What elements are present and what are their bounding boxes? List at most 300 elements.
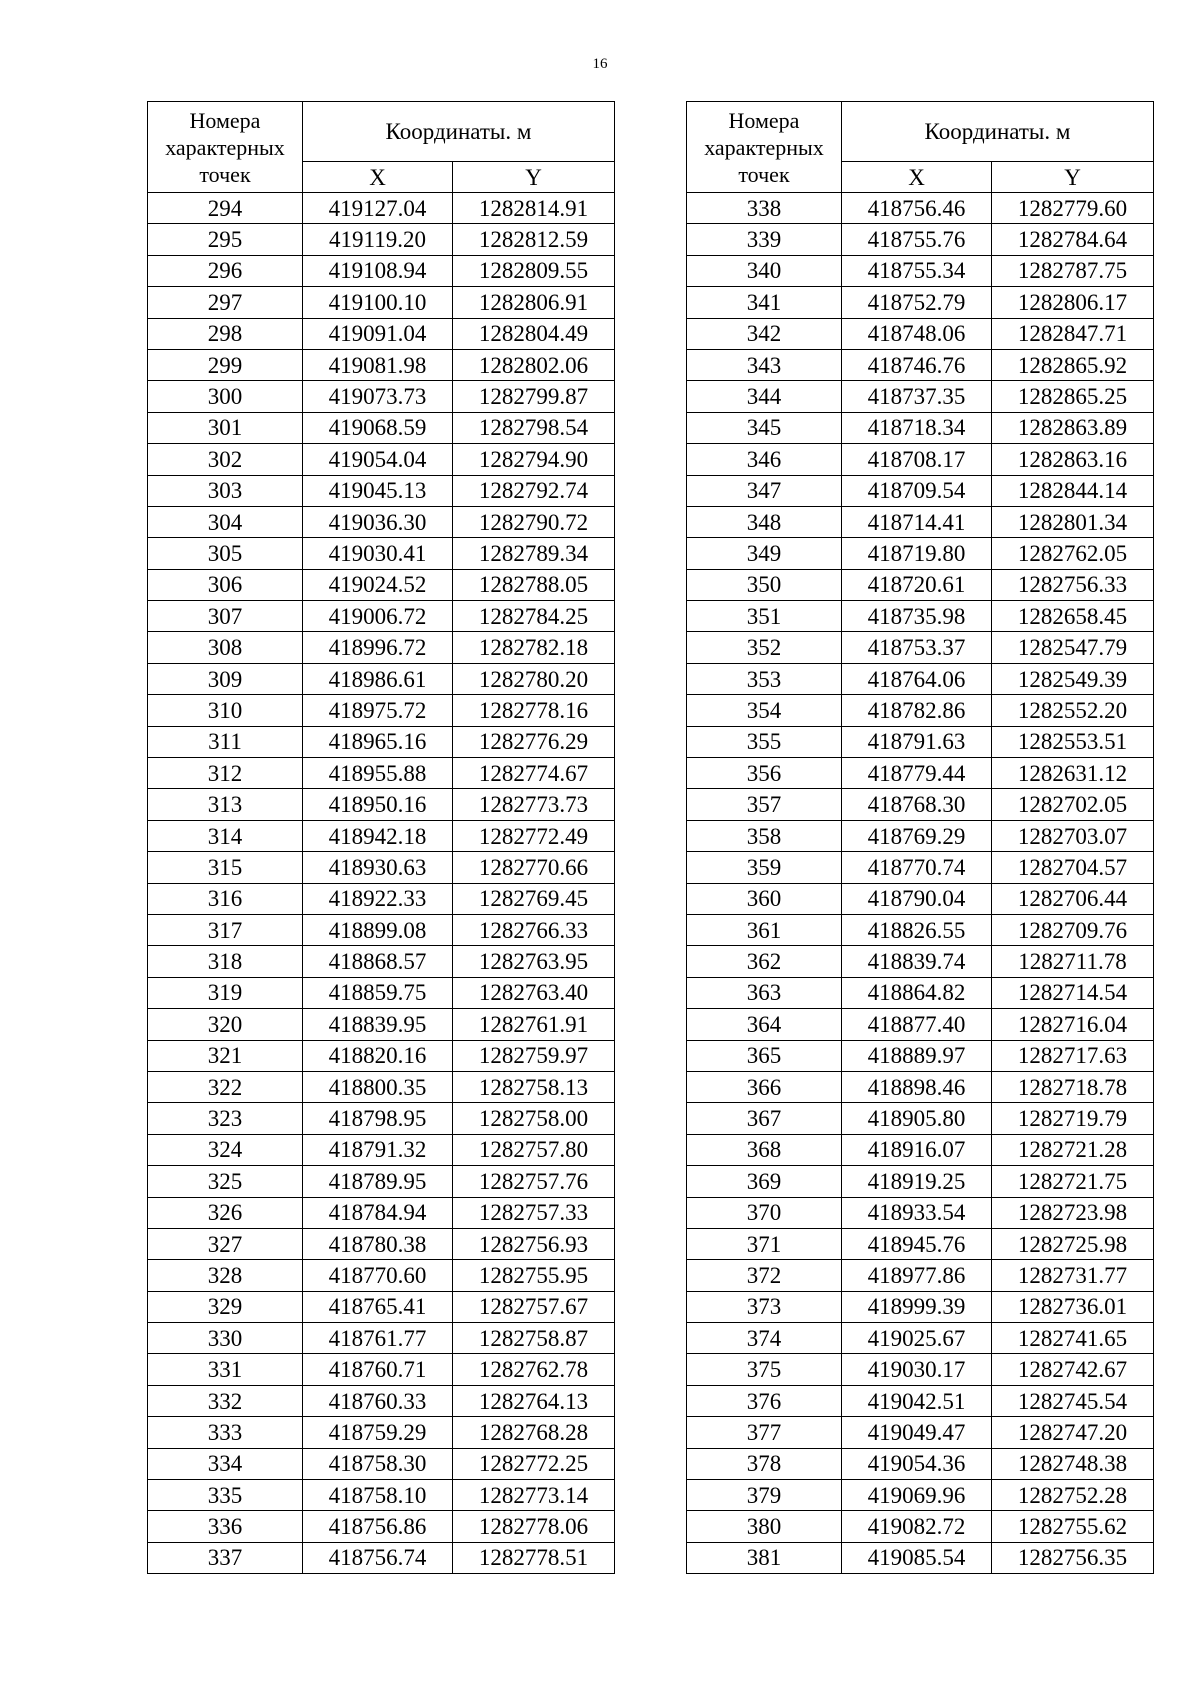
x-coordinate-cell: 418864.82 [842, 977, 992, 1008]
table-row [687, 1134, 1154, 1165]
point-number-cell: 336 [148, 1511, 303, 1542]
y-coordinate-cell: 1282798.54 [453, 412, 615, 443]
y-coordinate-cell: 1282757.33 [453, 1197, 615, 1228]
table-row [687, 224, 1154, 255]
point-number-cell: 346 [687, 444, 842, 475]
x-coordinate-cell: 418919.25 [842, 1166, 992, 1197]
table-row [687, 1040, 1154, 1071]
point-number-cell: 345 [687, 412, 842, 443]
header-point-numbers: Номера характерных точек [148, 102, 303, 193]
table-row [148, 255, 615, 286]
point-number-cell: 317 [148, 914, 303, 945]
y-coordinate-cell: 1282865.92 [992, 349, 1154, 380]
x-coordinate-cell: 418770.74 [842, 852, 992, 883]
x-coordinate-cell: 419025.67 [842, 1323, 992, 1354]
table-row [687, 789, 1154, 820]
x-coordinate-cell: 418899.08 [303, 914, 453, 945]
y-coordinate-cell: 1282658.45 [992, 601, 1154, 632]
y-coordinate-cell: 1282756.33 [992, 569, 1154, 600]
x-coordinate-cell: 419119.20 [303, 224, 453, 255]
x-coordinate-cell: 418735.98 [842, 601, 992, 632]
point-number-cell: 355 [687, 726, 842, 757]
header-coordinates: Координаты. м [303, 102, 615, 162]
x-coordinate-cell: 418718.34 [842, 412, 992, 443]
y-coordinate-cell: 1282748.38 [992, 1448, 1154, 1479]
x-coordinate-cell: 418760.33 [303, 1385, 453, 1416]
table-row [148, 1542, 615, 1573]
y-coordinate-cell: 1282763.95 [453, 946, 615, 977]
x-coordinate-cell: 418877.40 [842, 1009, 992, 1040]
x-coordinate-cell: 418720.61 [842, 569, 992, 600]
y-coordinate-cell: 1282703.07 [992, 820, 1154, 851]
y-coordinate-cell: 1282716.04 [992, 1009, 1154, 1040]
y-coordinate-cell: 1282719.79 [992, 1103, 1154, 1134]
point-number-cell: 314 [148, 820, 303, 851]
point-number-cell: 332 [148, 1385, 303, 1416]
point-number-cell: 330 [148, 1323, 303, 1354]
x-coordinate-cell: 419127.04 [303, 193, 453, 224]
table-row [687, 1511, 1154, 1542]
table-row [148, 412, 615, 443]
x-coordinate-cell: 418761.77 [303, 1323, 453, 1354]
x-coordinate-cell: 418930.63 [303, 852, 453, 883]
point-number-cell: 379 [687, 1480, 842, 1511]
point-number-cell: 369 [687, 1166, 842, 1197]
x-coordinate-cell: 419054.04 [303, 444, 453, 475]
table-row [687, 1291, 1154, 1322]
x-coordinate-cell: 418782.86 [842, 695, 992, 726]
x-coordinate-cell: 418760.71 [303, 1354, 453, 1385]
y-coordinate-cell: 1282763.40 [453, 977, 615, 1008]
y-coordinate-cell: 1282758.87 [453, 1323, 615, 1354]
x-coordinate-cell: 418756.74 [303, 1542, 453, 1573]
point-number-cell: 361 [687, 914, 842, 945]
x-coordinate-cell: 418784.94 [303, 1197, 453, 1228]
y-coordinate-cell: 1282779.60 [992, 193, 1154, 224]
x-coordinate-cell: 418839.74 [842, 946, 992, 977]
x-coordinate-cell: 418709.54 [842, 475, 992, 506]
y-coordinate-cell: 1282741.65 [992, 1323, 1154, 1354]
table-row [687, 914, 1154, 945]
table-row [687, 1385, 1154, 1416]
table-row [687, 569, 1154, 600]
x-coordinate-cell: 418942.18 [303, 820, 453, 851]
point-number-cell: 313 [148, 789, 303, 820]
coordinates-table-left [147, 101, 615, 1574]
y-coordinate-cell: 1282549.39 [992, 663, 1154, 694]
y-coordinate-cell: 1282761.91 [453, 1009, 615, 1040]
table-row [148, 726, 615, 757]
point-number-cell: 312 [148, 758, 303, 789]
point-number-cell: 316 [148, 883, 303, 914]
y-coordinate-cell: 1282865.25 [992, 381, 1154, 412]
x-coordinate-cell: 418752.79 [842, 287, 992, 318]
y-coordinate-cell: 1282759.97 [453, 1040, 615, 1071]
point-number-cell: 347 [687, 475, 842, 506]
x-coordinate-cell: 418789.95 [303, 1166, 453, 1197]
point-number-cell: 306 [148, 569, 303, 600]
x-coordinate-cell: 418965.16 [303, 726, 453, 757]
y-coordinate-cell: 1282799.87 [453, 381, 615, 412]
point-number-cell: 353 [687, 663, 842, 694]
y-coordinate-cell: 1282631.12 [992, 758, 1154, 789]
x-coordinate-cell: 419036.30 [303, 506, 453, 537]
point-number-cell: 337 [148, 1542, 303, 1573]
point-number-cell: 319 [148, 977, 303, 1008]
table-row [148, 224, 615, 255]
point-number-cell: 359 [687, 852, 842, 883]
y-coordinate-cell: 1282847.71 [992, 318, 1154, 349]
x-coordinate-cell: 419082.72 [842, 1511, 992, 1542]
y-coordinate-cell: 1282778.06 [453, 1511, 615, 1542]
table-row [687, 412, 1154, 443]
point-number-cell: 321 [148, 1040, 303, 1071]
table-row [687, 1417, 1154, 1448]
table-row [148, 1071, 615, 1102]
y-coordinate-cell: 1282756.93 [453, 1228, 615, 1259]
y-coordinate-cell: 1282790.72 [453, 506, 615, 537]
y-coordinate-cell: 1282788.05 [453, 569, 615, 600]
table-row [148, 1511, 615, 1542]
point-number-cell: 372 [687, 1260, 842, 1291]
table-row [148, 820, 615, 851]
table-row [687, 758, 1154, 789]
y-coordinate-cell: 1282804.49 [453, 318, 615, 349]
table-row [148, 914, 615, 945]
y-coordinate-cell: 1282721.75 [992, 1166, 1154, 1197]
y-coordinate-cell: 1282745.54 [992, 1385, 1154, 1416]
point-number-cell: 354 [687, 695, 842, 726]
y-coordinate-cell: 1282718.78 [992, 1071, 1154, 1102]
y-coordinate-cell: 1282709.76 [992, 914, 1154, 945]
point-number-cell: 333 [148, 1417, 303, 1448]
table-row [148, 695, 615, 726]
y-coordinate-cell: 1282789.34 [453, 538, 615, 569]
table-row [148, 883, 615, 914]
table-row [148, 1009, 615, 1040]
x-coordinate-cell: 418755.34 [842, 255, 992, 286]
y-coordinate-cell: 1282553.51 [992, 726, 1154, 757]
table-row [148, 758, 615, 789]
point-number-cell: 351 [687, 601, 842, 632]
page-number: 16 [592, 56, 608, 72]
point-number-cell: 307 [148, 601, 303, 632]
table-row [687, 381, 1154, 412]
point-number-cell: 329 [148, 1291, 303, 1322]
table-row [148, 1385, 615, 1416]
point-number-cell: 315 [148, 852, 303, 883]
point-number-cell: 341 [687, 287, 842, 318]
table-row [687, 193, 1154, 224]
x-coordinate-cell: 418791.63 [842, 726, 992, 757]
y-coordinate-cell: 1282766.33 [453, 914, 615, 945]
point-number-cell: 328 [148, 1260, 303, 1291]
x-coordinate-cell: 418820.16 [303, 1040, 453, 1071]
y-coordinate-cell: 1282717.63 [992, 1040, 1154, 1071]
x-coordinate-cell: 418746.76 [842, 349, 992, 380]
x-coordinate-cell: 418780.38 [303, 1228, 453, 1259]
point-number-cell: 295 [148, 224, 303, 255]
point-number-cell: 377 [687, 1417, 842, 1448]
x-coordinate-cell: 418889.97 [842, 1040, 992, 1071]
point-number-cell: 348 [687, 506, 842, 537]
y-coordinate-cell: 1282784.25 [453, 601, 615, 632]
x-coordinate-cell: 418755.76 [842, 224, 992, 255]
y-coordinate-cell: 1282794.90 [453, 444, 615, 475]
table-row [687, 475, 1154, 506]
point-number-cell: 325 [148, 1166, 303, 1197]
y-coordinate-cell: 1282802.06 [453, 349, 615, 380]
y-coordinate-cell: 1282756.35 [992, 1542, 1154, 1573]
point-number-cell: 371 [687, 1228, 842, 1259]
x-coordinate-cell: 418839.95 [303, 1009, 453, 1040]
table-row [687, 632, 1154, 663]
table-row [687, 852, 1154, 883]
x-coordinate-cell: 418758.10 [303, 1480, 453, 1511]
table-row [687, 1480, 1154, 1511]
x-coordinate-cell: 418769.29 [842, 820, 992, 851]
point-number-cell: 324 [148, 1134, 303, 1165]
table-row [148, 852, 615, 883]
header-x: X [842, 162, 992, 193]
x-coordinate-cell: 418758.30 [303, 1448, 453, 1479]
y-coordinate-cell: 1282863.89 [992, 412, 1154, 443]
table-row [148, 1480, 615, 1511]
x-coordinate-cell: 418859.75 [303, 977, 453, 1008]
point-number-cell: 344 [687, 381, 842, 412]
x-coordinate-cell: 419006.72 [303, 601, 453, 632]
y-coordinate-cell: 1282844.14 [992, 475, 1154, 506]
y-coordinate-cell: 1282863.16 [992, 444, 1154, 475]
table-row [148, 538, 615, 569]
header-point-numbers: Номера характерных точек [687, 102, 842, 193]
point-number-cell: 350 [687, 569, 842, 600]
point-number-cell: 309 [148, 663, 303, 694]
table-row [687, 946, 1154, 977]
y-coordinate-cell: 1282764.13 [453, 1385, 615, 1416]
table-row [148, 1417, 615, 1448]
x-coordinate-cell: 419024.52 [303, 569, 453, 600]
table-row [687, 1448, 1154, 1479]
y-coordinate-cell: 1282782.18 [453, 632, 615, 663]
point-number-cell: 296 [148, 255, 303, 286]
y-coordinate-cell: 1282755.95 [453, 1260, 615, 1291]
y-coordinate-cell: 1282784.64 [992, 224, 1154, 255]
x-coordinate-cell: 419030.17 [842, 1354, 992, 1385]
table-row [687, 1071, 1154, 1102]
point-number-cell: 381 [687, 1542, 842, 1573]
x-coordinate-cell: 419042.51 [842, 1385, 992, 1416]
y-coordinate-cell: 1282806.17 [992, 287, 1154, 318]
point-number-cell: 311 [148, 726, 303, 757]
x-coordinate-cell: 418933.54 [842, 1197, 992, 1228]
point-number-cell: 365 [687, 1040, 842, 1071]
y-coordinate-cell: 1282747.20 [992, 1417, 1154, 1448]
point-number-cell: 339 [687, 224, 842, 255]
x-coordinate-cell: 418756.46 [842, 193, 992, 224]
table-row [148, 789, 615, 820]
x-coordinate-cell: 419081.98 [303, 349, 453, 380]
x-coordinate-cell: 419045.13 [303, 475, 453, 506]
coordinates-table-right [686, 101, 1154, 1574]
y-coordinate-cell: 1282772.25 [453, 1448, 615, 1479]
point-number-cell: 298 [148, 318, 303, 349]
y-coordinate-cell: 1282787.75 [992, 255, 1154, 286]
x-coordinate-cell: 418898.46 [842, 1071, 992, 1102]
table-row [148, 1323, 615, 1354]
x-coordinate-cell: 418986.61 [303, 663, 453, 694]
point-number-cell: 378 [687, 1448, 842, 1479]
y-coordinate-cell: 1282773.73 [453, 789, 615, 820]
table-row [148, 1197, 615, 1228]
table-row [687, 349, 1154, 380]
y-coordinate-cell: 1282714.54 [992, 977, 1154, 1008]
x-coordinate-cell: 418975.72 [303, 695, 453, 726]
x-coordinate-cell: 419108.94 [303, 255, 453, 286]
table-row [687, 695, 1154, 726]
y-coordinate-cell: 1282792.74 [453, 475, 615, 506]
y-coordinate-cell: 1282814.91 [453, 193, 615, 224]
table-row [148, 1228, 615, 1259]
table-row [687, 1354, 1154, 1385]
x-coordinate-cell: 419085.54 [842, 1542, 992, 1573]
table-row [148, 1448, 615, 1479]
point-number-cell: 301 [148, 412, 303, 443]
table-row [687, 1103, 1154, 1134]
y-coordinate-cell: 1282769.45 [453, 883, 615, 914]
y-coordinate-cell: 1282725.98 [992, 1228, 1154, 1259]
point-number-cell: 343 [687, 349, 842, 380]
x-coordinate-cell: 418756.86 [303, 1511, 453, 1542]
point-number-cell: 366 [687, 1071, 842, 1102]
x-coordinate-cell: 418905.80 [842, 1103, 992, 1134]
point-number-cell: 358 [687, 820, 842, 851]
table-row [687, 538, 1154, 569]
y-coordinate-cell: 1282755.62 [992, 1511, 1154, 1542]
x-coordinate-cell: 418748.06 [842, 318, 992, 349]
y-coordinate-cell: 1282706.44 [992, 883, 1154, 914]
table-row [687, 1197, 1154, 1228]
y-coordinate-cell: 1282758.00 [453, 1103, 615, 1134]
table-row [687, 977, 1154, 1008]
point-number-cell: 363 [687, 977, 842, 1008]
x-coordinate-cell: 418945.76 [842, 1228, 992, 1259]
table-row [148, 663, 615, 694]
table-row [148, 1103, 615, 1134]
y-coordinate-cell: 1282773.14 [453, 1480, 615, 1511]
x-coordinate-cell: 418826.55 [842, 914, 992, 945]
x-coordinate-cell: 418916.07 [842, 1134, 992, 1165]
table-row [687, 820, 1154, 851]
x-coordinate-cell: 418719.80 [842, 538, 992, 569]
table-row [687, 601, 1154, 632]
x-coordinate-cell: 419100.10 [303, 287, 453, 318]
table-row [148, 349, 615, 380]
y-coordinate-cell: 1282758.13 [453, 1071, 615, 1102]
point-number-cell: 370 [687, 1197, 842, 1228]
point-number-cell: 368 [687, 1134, 842, 1165]
point-number-cell: 373 [687, 1291, 842, 1322]
point-number-cell: 320 [148, 1009, 303, 1040]
point-number-cell: 294 [148, 193, 303, 224]
y-coordinate-cell: 1282780.20 [453, 663, 615, 694]
table-row [687, 287, 1154, 318]
x-coordinate-cell: 418770.60 [303, 1260, 453, 1291]
x-coordinate-cell: 418922.33 [303, 883, 453, 914]
table-row [148, 632, 615, 663]
y-coordinate-cell: 1282762.78 [453, 1354, 615, 1385]
point-number-cell: 308 [148, 632, 303, 663]
point-number-cell: 310 [148, 695, 303, 726]
y-coordinate-cell: 1282723.98 [992, 1197, 1154, 1228]
table-row [687, 506, 1154, 537]
table-row [687, 1009, 1154, 1040]
y-coordinate-cell: 1282704.57 [992, 852, 1154, 883]
x-coordinate-cell: 418714.41 [842, 506, 992, 537]
y-coordinate-cell: 1282812.59 [453, 224, 615, 255]
point-number-cell: 318 [148, 946, 303, 977]
x-coordinate-cell: 418950.16 [303, 789, 453, 820]
x-coordinate-cell: 418798.95 [303, 1103, 453, 1134]
table-row [148, 506, 615, 537]
table-row [687, 255, 1154, 286]
table-row [148, 569, 615, 600]
y-coordinate-cell: 1282762.05 [992, 538, 1154, 569]
point-number-cell: 305 [148, 538, 303, 569]
y-coordinate-cell: 1282721.28 [992, 1134, 1154, 1165]
table-row [148, 977, 615, 1008]
y-coordinate-cell: 1282752.28 [992, 1480, 1154, 1511]
x-coordinate-cell: 418765.41 [303, 1291, 453, 1322]
point-number-cell: 303 [148, 475, 303, 506]
y-coordinate-cell: 1282736.01 [992, 1291, 1154, 1322]
table-row [687, 726, 1154, 757]
header-y: Y [992, 162, 1154, 193]
y-coordinate-cell: 1282770.66 [453, 852, 615, 883]
x-coordinate-cell: 419091.04 [303, 318, 453, 349]
table-row [687, 663, 1154, 694]
point-number-cell: 357 [687, 789, 842, 820]
header-y: Y [453, 162, 615, 193]
point-number-cell: 340 [687, 255, 842, 286]
y-coordinate-cell: 1282809.55 [453, 255, 615, 286]
table-row [148, 287, 615, 318]
point-number-cell: 364 [687, 1009, 842, 1040]
y-coordinate-cell: 1282776.29 [453, 726, 615, 757]
header-coordinates: Координаты. м [842, 102, 1154, 162]
table-row [687, 1542, 1154, 1573]
x-coordinate-cell: 419030.41 [303, 538, 453, 569]
table-row [148, 601, 615, 632]
x-coordinate-cell: 419073.73 [303, 381, 453, 412]
table-row [687, 1228, 1154, 1259]
x-coordinate-cell: 418791.32 [303, 1134, 453, 1165]
x-coordinate-cell: 418790.04 [842, 883, 992, 914]
point-number-cell: 334 [148, 1448, 303, 1479]
table-row [148, 1260, 615, 1291]
point-number-cell: 367 [687, 1103, 842, 1134]
table-row [148, 444, 615, 475]
y-coordinate-cell: 1282768.28 [453, 1417, 615, 1448]
point-number-cell: 331 [148, 1354, 303, 1385]
table-row [148, 1354, 615, 1385]
x-coordinate-cell: 418764.06 [842, 663, 992, 694]
point-number-cell: 360 [687, 883, 842, 914]
point-number-cell: 299 [148, 349, 303, 380]
x-coordinate-cell: 418999.39 [842, 1291, 992, 1322]
table-row [148, 946, 615, 977]
x-coordinate-cell: 418868.57 [303, 946, 453, 977]
